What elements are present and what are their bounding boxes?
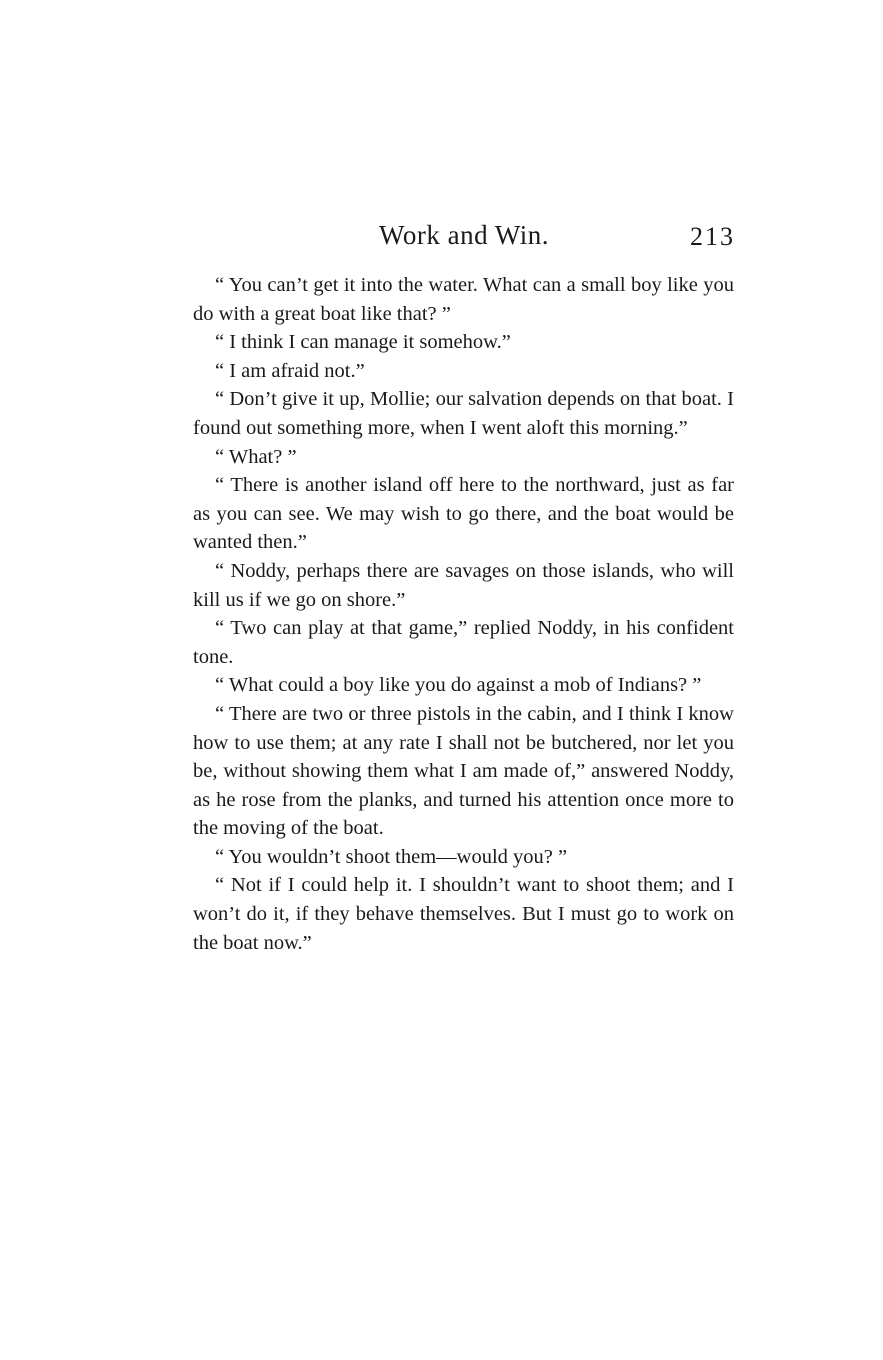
paragraph: “ Not if I could help it. I shouldn’t want to shoot them; and I won’t do it, if they behave themselves. But I must go to work on the boat now.” — [193, 874, 734, 954]
paragraph: “ There are two or three pistols in the cabin, and I think I know how to use them; at any rate I shall not be butchered, nor let you be, without showing them what I am made of,” answered Noddy, as he rose from the planks, and turned his attention once more to the moving of the boat. — [193, 702, 734, 840]
paragraph: “ I think I can manage it somehow.” — [215, 331, 511, 354]
page-number: 213 — [690, 222, 735, 251]
paragraph: “ What could a boy like you do against a mob of Indians? ” — [215, 674, 702, 697]
paragraph: “ Noddy, perhaps there are savages on those islands, who will kill us if we go on shore.” — [193, 559, 734, 611]
paragraph: “ There is another island off here to the northward, just as far as you can see. We may wish to go there, and the boat would be wanted then.” — [193, 474, 734, 554]
running-head — [193, 218, 735, 258]
paragraph: “ What? ” — [215, 445, 297, 468]
paragraph: “ Don’t give it up, Mollie; our salvation depends on that boat. I found out something more, when I went aloft this morning.” — [193, 388, 734, 439]
running-title: Work and Win. — [379, 220, 549, 250]
paragraph: “ You wouldn’t shoot them—would you? ” — [215, 845, 568, 868]
paragraph: “ I am afraid not.” — [215, 359, 365, 382]
paragraph: “ You can’t get it into the water. What can a small boy like you do with a great boat like that? ” — [193, 274, 734, 325]
body-text — [193, 271, 734, 957]
paragraph: “ Two can play at that game,” replied Noddy, in his confident tone. — [193, 617, 734, 668]
